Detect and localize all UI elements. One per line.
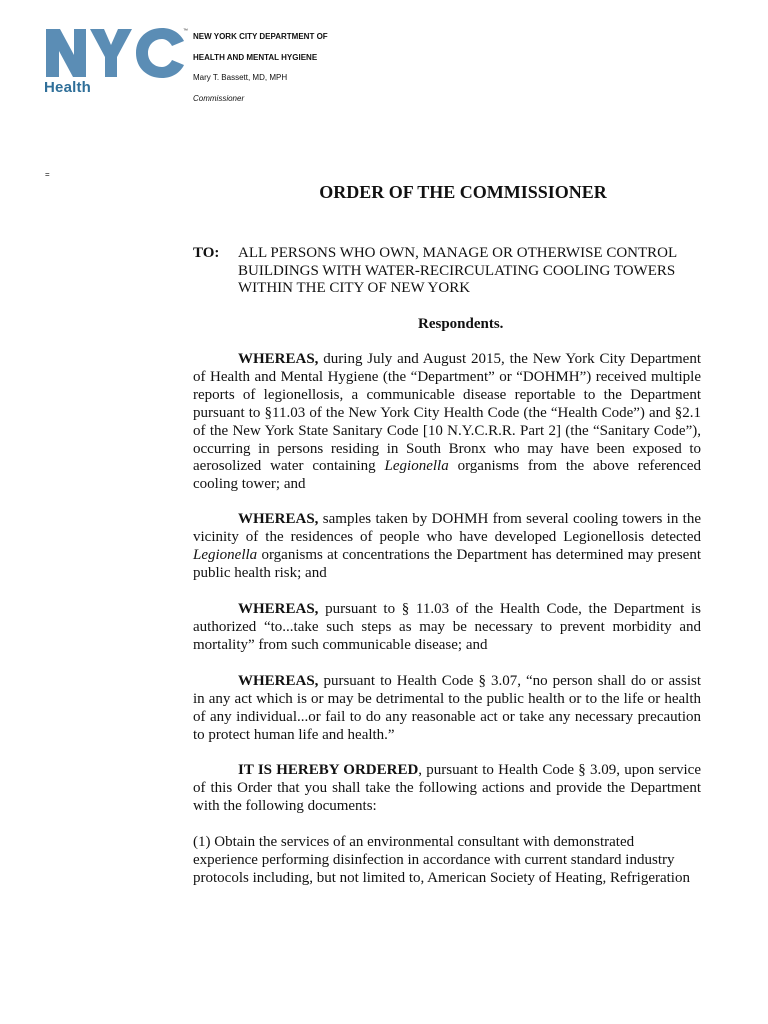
whereas-paragraph-1 (193, 351, 701, 494)
paragraph-text: , pursuant to Health Code § 3.09, upon service of this Order that you shall take the following actions and provide the Department with the following documents: (193, 762, 701, 814)
order-paragraph (193, 762, 701, 816)
paragraph-lead: WHEREAS, (238, 673, 319, 689)
paragraph-text: organisms at concentrations the Department has determined may present public health risk; and (193, 546, 701, 581)
order-item-1: (1) Obtain the services of an environmental consultant with demonstrated experience performing disinfection in accordance with current standard industry protocols including, but not limited to, American Society of Heating, Refrigeration (193, 834, 690, 886)
respondents-label: Respondents. (418, 316, 504, 332)
paragraph-lead: WHEREAS, (238, 601, 319, 617)
logo-health-text: Health (44, 79, 92, 96)
document-title: ORDER OF THE COMMISSIONER (319, 182, 607, 202)
paragraph-text: pursuant to Health Code § 3.07, “no person shall do or assist in any act which is or may be detrimental to the public health or to the life or health of any individual...or fail to do any reasonable act or take any necessary precaution to protect human life and health.” (193, 673, 701, 743)
whereas-paragraph-2 (193, 511, 701, 583)
paragraph-text: organisms from the above referenced cooling tower; and (193, 458, 701, 493)
commissioner-title: Commissioner (193, 94, 245, 103)
whereas-paragraph-4 (193, 673, 701, 745)
to-label: TO: (193, 245, 220, 261)
paragraph-lead: WHEREAS, (238, 511, 319, 527)
paragraph-text: pursuant to § 11.03 of the Health Code, the Department is authorized “to...take such steps as may be necessary to prevent morbidity and mortality” from such communicable disease; and (193, 601, 701, 653)
paragraph-italic: Legionella (384, 458, 449, 475)
commissioner-name: Mary T. Bassett, MD, MPH (193, 73, 288, 82)
margin-marker: = (45, 170, 50, 179)
to-recipients: ALL PERSONS WHO OWN, MANAGE OR OTHERWISE CONTROL BUILDINGS WITH WATER-RECIRCULATING COOLING TOWERS WITHIN THE CITY OF NEW YORK (238, 245, 677, 297)
trademark-symbol: ™ (183, 28, 188, 34)
paragraph-italic: Legionella (193, 546, 258, 563)
dept-line-1: NEW YORK CITY DEPARTMENT OF (193, 32, 328, 41)
whereas-paragraph-3 (193, 601, 701, 655)
nyc-logo-icon (44, 27, 186, 79)
paragraph-text: during July and August 2015, the New York City Department of Health and Mental Hygiene (the “Department” or “DOHMH”) received multiple reports of legionellosis, a communicable disease reportable to the Department pursuant to §11.03 of the New York City Health Code (the “Health Code”) and §2.1 of the New York State Sanitary Code [10 N.Y.C.R.R. Part 2] (the “Sanitary Code”), occurring in persons residing in South Bronx who may have been exposed to aerosolized water containing (193, 351, 701, 475)
paragraph-lead: IT IS HEREBY ORDERED (238, 762, 419, 778)
paragraph-lead: WHEREAS, (238, 351, 319, 367)
paragraph-text: samples taken by DOHMH from several cooling towers in the vicinity of the residences of people who have developed Legionellosis detected (193, 511, 701, 545)
dept-line-2: HEALTH AND MENTAL HYGIENE (193, 53, 318, 62)
